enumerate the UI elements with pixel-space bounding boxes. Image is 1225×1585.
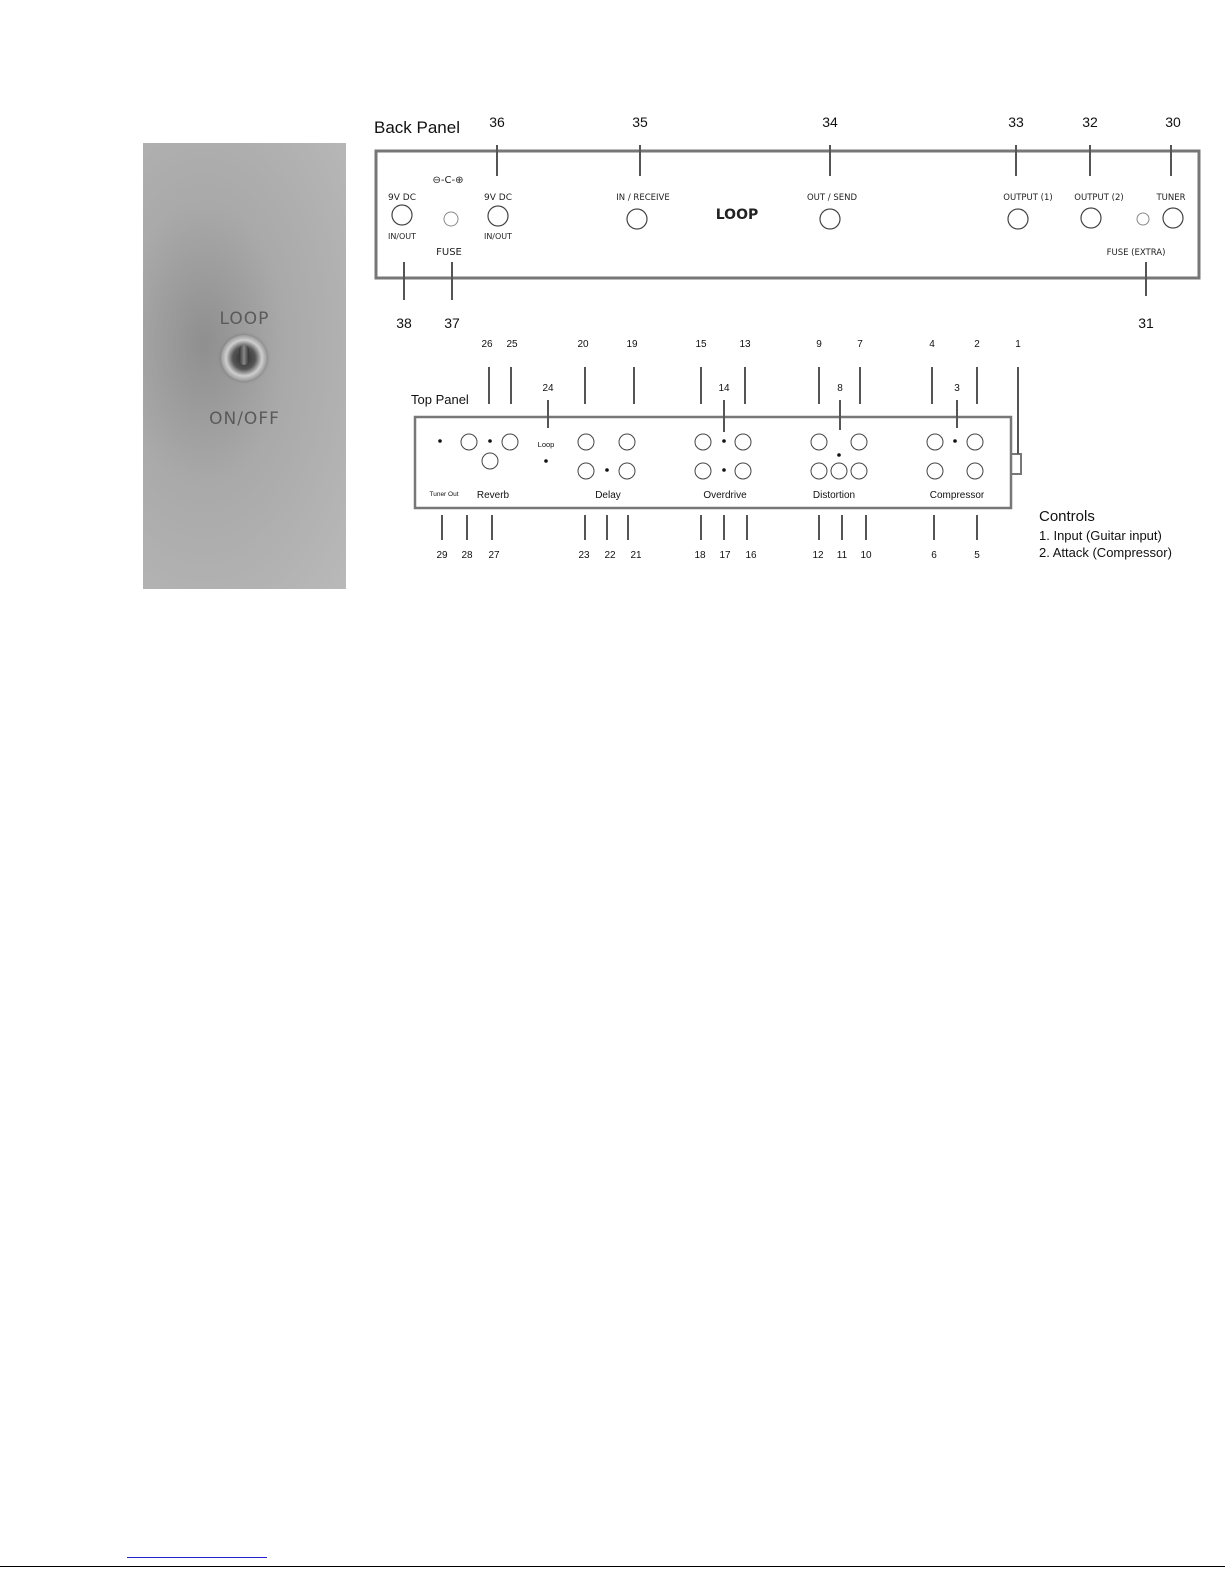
top-panel-title: Top Panel — [411, 392, 469, 407]
callout-20: 20 — [577, 339, 589, 350]
top-leader-lines-lower — [442, 515, 977, 540]
callout-28: 28 — [461, 550, 473, 561]
callout-23: 23 — [578, 550, 590, 561]
compressor-label: Compressor — [929, 490, 985, 501]
page-divider — [0, 1566, 1225, 1567]
back-jack-in-receive — [616, 193, 669, 229]
callout-31: 31 — [1138, 315, 1154, 331]
svg-text:TUNER: TUNER — [1156, 193, 1186, 203]
callout-33: 33 — [1008, 114, 1024, 130]
callout-18: 18 — [694, 550, 706, 561]
back-leader-lines-bottom — [404, 262, 1146, 300]
callout-15: 15 — [695, 339, 707, 350]
svg-text:IN/OUT: IN/OUT — [387, 232, 417, 241]
callout-8: 8 — [837, 383, 843, 394]
back-loop-label: LOOP — [715, 207, 759, 223]
controls-heading: Controls — [1039, 508, 1095, 525]
callout-26: 26 — [481, 339, 493, 350]
photo-loop-label: LOOP — [219, 309, 270, 329]
svg-text:9V DC: 9V DC — [388, 193, 416, 203]
back-jack-tuner — [1155, 193, 1185, 228]
back-jack-output-2 — [1074, 193, 1123, 228]
callout-19: 19 — [626, 339, 638, 350]
callout-37: 37 — [444, 315, 460, 331]
fuse-extra-label: FUSE (EXTRA) — [1106, 248, 1166, 258]
callout-9: 9 — [816, 339, 822, 350]
svg-text:OUT / SEND: OUT / SEND — [806, 193, 858, 203]
top-callouts — [481, 339, 1021, 394]
back-jack-9v-left — [388, 193, 416, 241]
reverb-section — [429, 434, 518, 501]
distortion-section — [811, 434, 867, 501]
overdrive-section — [695, 434, 751, 501]
svg-text:IN/OUT: IN/OUT — [483, 232, 513, 241]
callout-3: 3 — [954, 383, 960, 394]
callout-27: 27 — [488, 550, 500, 561]
controls-item: 1. Input (Guitar input) — [1039, 528, 1162, 543]
callout-2: 2 — [974, 339, 980, 350]
callout-13: 13 — [739, 339, 751, 350]
back-panel-outline — [376, 151, 1199, 278]
back-panel-title: Back Panel — [374, 118, 460, 137]
delay-label: Delay — [595, 490, 621, 501]
callout-24: 24 — [542, 383, 554, 394]
overdrive-label: Overdrive — [703, 490, 747, 501]
fuse-extra-holder — [1137, 213, 1149, 225]
photo-onoff-label: ON/OFF — [209, 409, 280, 429]
callout-14: 14 — [718, 383, 730, 394]
callout-5: 5 — [974, 550, 980, 561]
callout-30: 30 — [1165, 114, 1181, 130]
back-jack-out-send — [807, 193, 857, 229]
reverb-label: Reverb — [476, 490, 510, 501]
fuse-label: FUSE — [436, 247, 462, 258]
callout-4: 4 — [929, 339, 935, 350]
callout-29: 29 — [436, 550, 448, 561]
compressor-section — [927, 434, 985, 501]
callout-16: 16 — [745, 550, 757, 561]
callout-35: 35 — [632, 114, 648, 130]
callout-17: 17 — [719, 550, 731, 561]
svg-text:OUTPUT (2): OUTPUT (2) — [1074, 193, 1124, 203]
back-jack-output-1 — [1003, 193, 1052, 229]
svg-text:IN / RECEIVE: IN / RECEIVE — [616, 193, 670, 203]
fuse-holder — [444, 212, 458, 226]
callout-12: 12 — [812, 550, 824, 561]
callout-21: 21 — [630, 550, 642, 561]
back-callouts-bottom — [396, 315, 1154, 331]
loop-switch-section — [538, 440, 555, 463]
back-jack-9v-right — [484, 193, 512, 241]
loop-label: Loop — [537, 440, 555, 449]
tuner-out-label: Tuner Out — [429, 491, 459, 498]
controls-legend — [1039, 508, 1172, 560]
top-leader-lines-upper — [489, 367, 1018, 454]
power-polarity-icon: ⊖-C-⊕ — [432, 175, 464, 186]
footnote-link-underline[interactable] — [127, 1557, 267, 1558]
svg-text:OUTPUT (1): OUTPUT (1) — [1003, 193, 1053, 203]
back-callouts-top — [489, 114, 1181, 130]
callout-11: 11 — [836, 550, 848, 561]
callout-34: 34 — [822, 114, 838, 130]
controls-item: 2. Attack (Compressor) — [1039, 545, 1172, 560]
svg-text:9V DC: 9V DC — [484, 193, 512, 203]
callout-36: 36 — [489, 114, 505, 130]
distortion-label: Distortion — [812, 490, 856, 501]
callout-7: 7 — [857, 339, 863, 350]
callout-22: 22 — [604, 550, 616, 561]
delay-section — [578, 434, 635, 501]
top-callouts-bottom — [436, 550, 980, 561]
callout-25: 25 — [506, 339, 518, 350]
callout-10: 10 — [860, 550, 872, 561]
callout-6: 6 — [931, 550, 937, 561]
input-tab — [1011, 454, 1021, 474]
callout-32: 32 — [1082, 114, 1098, 130]
callout-1: 1 — [1015, 339, 1021, 350]
callout-38: 38 — [396, 315, 412, 331]
